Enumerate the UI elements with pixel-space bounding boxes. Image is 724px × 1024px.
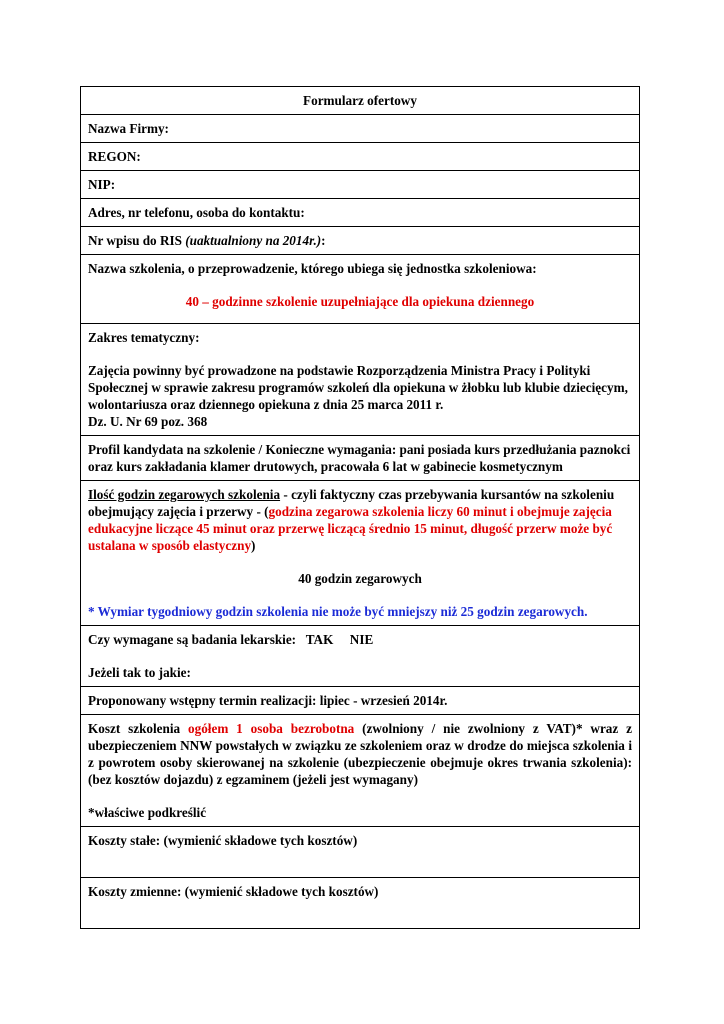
scope-label: Zakres tematyczny: (88, 330, 200, 345)
medical-question: Czy wymagane są badania lekarskie: TAK NIE (88, 632, 374, 647)
cost-prefix: Koszt szkolenia (88, 721, 189, 736)
ris-field[interactable] (81, 227, 640, 255)
cost-row (81, 715, 640, 827)
company-name-row (81, 115, 640, 143)
scope-reference: Dz. U. Nr 69 poz. 368 (88, 414, 208, 429)
company-name-field[interactable]: Nazwa Firmy: (81, 115, 640, 143)
variable-costs-row (81, 878, 640, 929)
hours-explanation: godzina zegarowa szkolenia liczy 60 minut i obejmuje zajęcia edukacyjne liczące 45 minut oraz przerwę liczącą średnio 15 minut, długość przerw może być ustalana w sposób elastyczny (88, 504, 613, 553)
fixed-costs-field[interactable]: Koszty stałe: (wymienić składowe tych kosztów) (81, 827, 640, 878)
cost-cell (81, 715, 640, 827)
regon-row (81, 143, 640, 171)
training-name-row (81, 255, 640, 324)
training-name-cell (81, 255, 640, 324)
ris-colon: : (321, 233, 326, 248)
ris-row (81, 227, 640, 255)
candidate-profile: Profil kandydata na szkolenie / Konieczne wymagania: pani posiada kurs przedłużania paznokci oraz kurs zakładania klamer drutowych, pracowała 6 lat w gabinecie kosmetycznym (81, 436, 640, 481)
training-name-label: Nazwa szkolenia, o przeprowadzenie, którego ubiega się jednostka szkoleniowa: (88, 261, 537, 276)
hours-label: Ilość godzin zegarowych szkolenia (88, 487, 281, 502)
hours-description (88, 486, 632, 554)
cost-highlight: ogółem 1 osoba bezrobotna (188, 721, 355, 736)
hours-close: ) (251, 538, 256, 553)
title-row (81, 87, 640, 115)
ris-label: Nr wpisu do RIS (88, 233, 186, 248)
fixed-costs-row (81, 827, 640, 878)
address-row (81, 199, 640, 227)
variable-costs-field[interactable]: Koszty zmienne: (wymienić składowe tych kosztów) (81, 878, 640, 929)
scope-text: Zajęcia powinny być prowadzone na podstawie Rozporządzenia Ministra Pracy i Polityki Społecznej w sprawie zakresu programów szkoleń dla opiekuna w żłobku lub klubie dziecięcym, wolontariusza oraz dziennego opiekuna z dnia 25 marca 2011 r. (88, 363, 628, 412)
hours-weekly-note: * Wymiar tygodniowy godzin szkolenia nie może być mniejszy niż 25 godzin zegarowych. (88, 604, 588, 619)
medical-which[interactable]: Jeżeli tak to jakie: (88, 665, 191, 680)
hours-cell (81, 481, 640, 626)
scope-row (81, 324, 640, 436)
medical-cell (81, 626, 640, 687)
hours-row (81, 481, 640, 626)
term: Proponowany wstępny termin realizacji: lipiec - wrzesień 2014r. (81, 687, 640, 715)
candidate-profile-row (81, 436, 640, 481)
nip-row (81, 171, 640, 199)
hours-total: 40 godzin zegarowych (298, 571, 422, 586)
scope-cell (81, 324, 640, 436)
cost-description (88, 720, 632, 788)
cost-underline-note: *właściwe podkreślić (88, 805, 207, 820)
training-name-value: 40 – godzinne szkolenie uzupełniające dla opiekuna dziennego (185, 294, 535, 309)
ris-note: (uaktualniony na 2014r.) (185, 233, 322, 248)
offer-form-table (80, 86, 640, 929)
cost-text: (zwolniony / nie zwolniony z VAT)* wraz z ubezpieczeniem NNW powstałych w związku ze szkoleniem oraz w drodze do miejsca szkolenia i z powrotem osoby skierowanej na szkolenie (ubezpieczenie obejmuje okres trwania szkolenia): (bez kosztów dojazdu) z egzaminem (jeżeli jest wymagany) (88, 721, 632, 787)
nip-field[interactable]: NIP: (81, 171, 640, 199)
regon-field[interactable]: REGON: (81, 143, 640, 171)
medical-row (81, 626, 640, 687)
hours-text: - czyli faktyczny czas przebywania kursantów na szkoleniu obejmujący zajęcia i przerwy - ( (88, 487, 615, 519)
term-row (81, 687, 640, 715)
address-field[interactable]: Adres, nr telefonu, osoba do kontaktu: (81, 199, 640, 227)
form-title: Formularz ofertowy (81, 87, 640, 115)
